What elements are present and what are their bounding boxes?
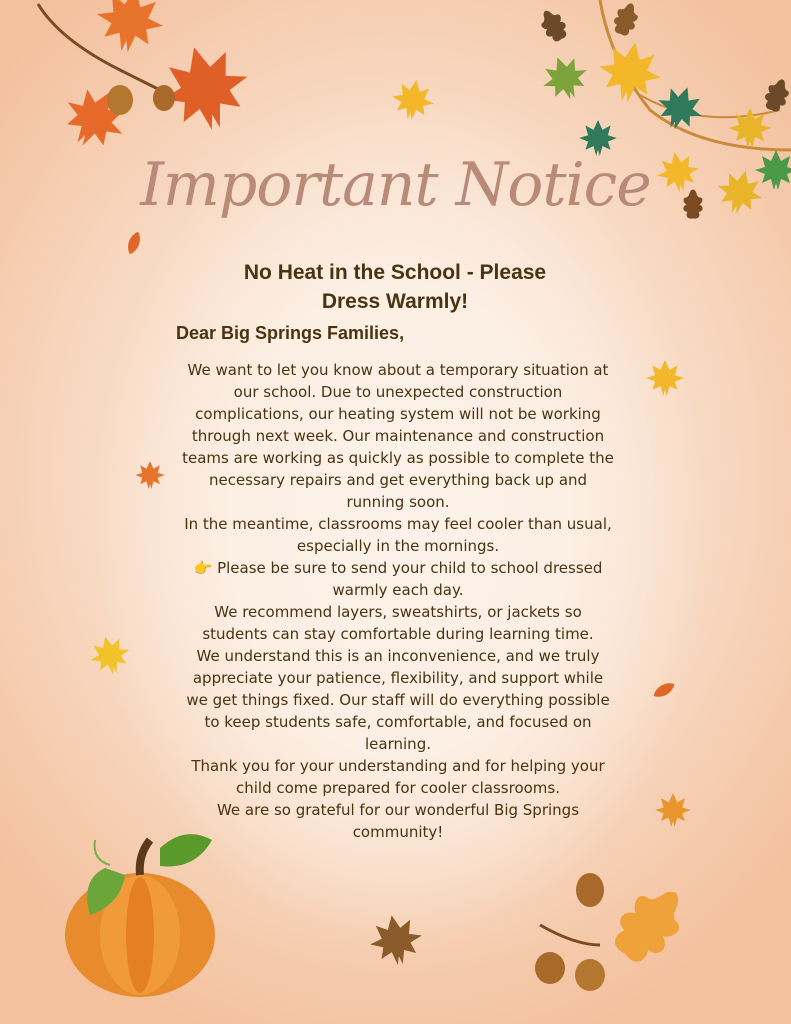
oak-leaf-icon	[761, 76, 791, 114]
leaf-icon	[651, 679, 677, 700]
subtitle-line-2: Dress Warmly!	[321, 290, 469, 313]
paragraph-inconvenience: We understand this is an inconvenience, and we truly appreciate your patience, flexibility, and support while we get things fixed. Our staff will do everything possible to keep students safe, comfortable, and focused on learning.	[186, 647, 610, 753]
notice-subtitle	[190, 258, 600, 316]
pumpkin-icon	[65, 834, 215, 997]
maple-leaf-icon	[86, 631, 134, 678]
acorn-icon	[535, 952, 565, 984]
page-title: Important Notice	[140, 150, 651, 220]
maple-leaf-icon	[594, 37, 666, 107]
maple-leaf-icon	[366, 911, 426, 969]
greeting: Dear Big Springs Families,	[176, 323, 405, 343]
maple-leaf-icon	[389, 77, 437, 124]
acorn-icon	[153, 85, 175, 111]
paragraph-thanks: Thank you for your understanding and for helping your child come prepared for cooler classrooms.	[191, 757, 605, 797]
acorn-icon	[107, 85, 133, 115]
acorn-cluster	[535, 873, 696, 991]
branch-top-left	[38, 0, 258, 160]
acorn-icon	[576, 873, 604, 907]
maple-leaf-icon	[536, 49, 594, 106]
notice-body	[180, 359, 616, 843]
oak-leaf-icon	[536, 5, 571, 44]
oak-leaf-icon	[610, 0, 642, 38]
oak-leaf-icon	[604, 876, 696, 972]
leaf-icon	[125, 230, 143, 256]
paragraph-situation: We want to let you know about a temporary situation at our school. Due to unexpected construction complications, our heating system will not be working through next week. Our maintenance and construction teams are working as quickly as possible to complete the necessary repairs and get everything back up and running soon.	[182, 361, 614, 511]
paragraph-meantime: In the meantime, classrooms may feel cooler than usual, especially in the mornings.	[184, 515, 612, 555]
maple-leaf-icon	[135, 461, 164, 489]
paragraph-layers: We recommend layers, sweatshirts, or jackets so students can stay comfortable during learning time.	[202, 603, 594, 643]
pointing-hand-icon: 👉	[193, 559, 213, 577]
maple-leaf-icon	[646, 360, 684, 396]
paragraph-dress-warmly	[180, 557, 616, 601]
maple-leaf-icon	[655, 793, 691, 827]
maple-leaf-icon	[91, 0, 168, 57]
acorn-icon	[575, 959, 605, 991]
subtitle-line-1: No Heat in the School - Please	[243, 261, 547, 284]
paragraph-community: We are so grateful for our wonderful Big Springs community!	[216, 801, 580, 841]
dress-warmly-text: Please be sure to send your child to school dressed warmly each day.	[217, 559, 603, 599]
